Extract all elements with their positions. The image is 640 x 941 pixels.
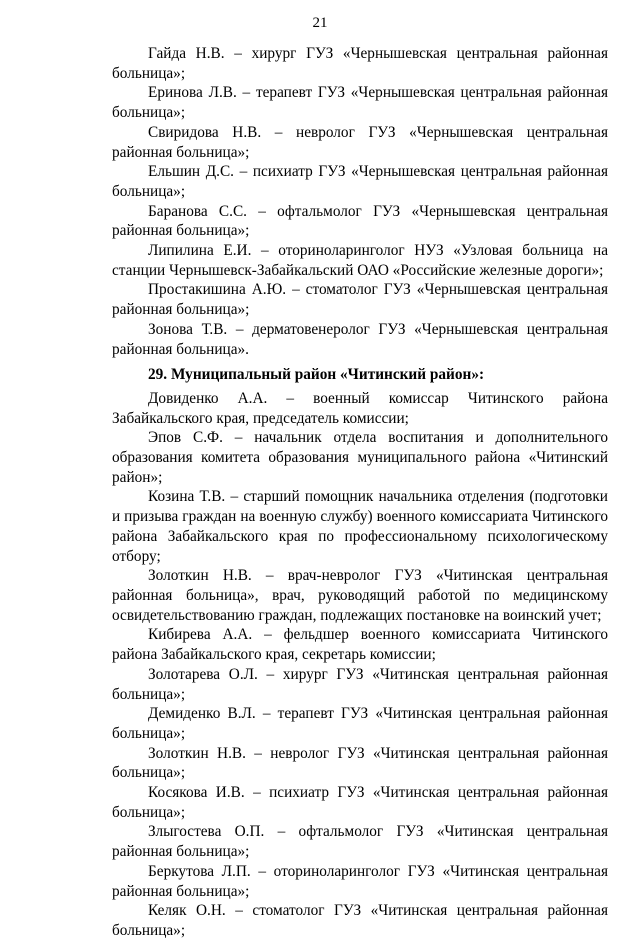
- member-entry: Демиденко В.Л. – терапевт ГУЗ «Читинская центральная районная больница»;: [112, 705, 608, 742]
- section-heading: 29. Муниципальный район «Читинский район»:: [148, 366, 485, 384]
- member-entry: Ельшин Д.С. – психиатр ГУЗ «Чернышевская центральная районная больница»;: [112, 163, 608, 200]
- member-entry: Простакишина А.Ю. – стоматолог ГУЗ «Чернышевская центральная районная больница»;: [112, 281, 608, 319]
- page-number: 21: [312, 15, 328, 31]
- document-body: [112, 44, 608, 941]
- member-entry: Козина Т.В. – старший помощник начальника отделения (подготовки и призыва граждан на военную службу) военного комиссариата Читинского района Забайкальского края по профессиональному психологическому отбору;: [112, 488, 608, 565]
- member-entry: Келяк О.Н. – стоматолог ГУЗ «Читинская центральная районная больница»;: [112, 902, 608, 939]
- member-entry: Еринова Л.В. – терапевт ГУЗ «Чернышевская центральная районная больница»;: [112, 84, 608, 122]
- member-entry: Довиденко А.А. – военный комиссар Читинского района Забайкальского края, председатель комиссии;: [112, 389, 608, 427]
- member-entry: Золотарева О.Л. – хирург ГУЗ «Читинская центральная районная больница»;: [112, 665, 608, 703]
- member-entry: Гайда Н.В. – хирург ГУЗ «Чернышевская центральная районная больница»;: [112, 45, 608, 82]
- member-entry: Эпов С.Ф. – начальник отдела воспитания и дополнительного образования комитета образования муниципального района «Читинский район»;: [112, 429, 608, 486]
- member-entry: Золоткин Н.В. – невролог ГУЗ «Читинская центральная районная больница»;: [112, 744, 608, 782]
- member-entry: Баранова С.С. – офтальмолог ГУЗ «Чернышевская центральная районная больница»;: [112, 202, 608, 240]
- member-entry: Зонова Т.В. – дерматовенеролог ГУЗ «Чернышевская центральная районная больница».: [112, 320, 608, 358]
- member-entry: Косякова И.В. – психиатр ГУЗ «Читинская центральная районная больница»;: [112, 784, 608, 821]
- member-entry: Беркутова Л.П. – оториноларинголог ГУЗ «Читинская центральная районная больница»;: [112, 862, 608, 900]
- member-entry: Золоткин Н.В. – врач-невролог ГУЗ «Читинская центральная районная больница», врач, руководящий работой по медицинскому освидетельствованию граждан, подлежащих постановке на воинский учет;: [112, 567, 608, 624]
- member-entry: Кибирева А.А. – фельдшер военного комиссариата Читинского района Забайкальского края, секретарь комиссии;: [112, 626, 608, 664]
- member-entry: Липилина Е.И. – оториноларинголог НУЗ «Узловая больница на станции Чернышевск-Забайкальский ОАО «Российские железные дороги»;: [112, 242, 608, 279]
- member-entry: Злыгостева О.П. – офтальмолог ГУЗ «Читинская центральная районная больница»;: [112, 823, 608, 861]
- member-entry: Свиридова Н.В. – невролог ГУЗ «Чернышевская центральная районная больница»;: [112, 123, 608, 161]
